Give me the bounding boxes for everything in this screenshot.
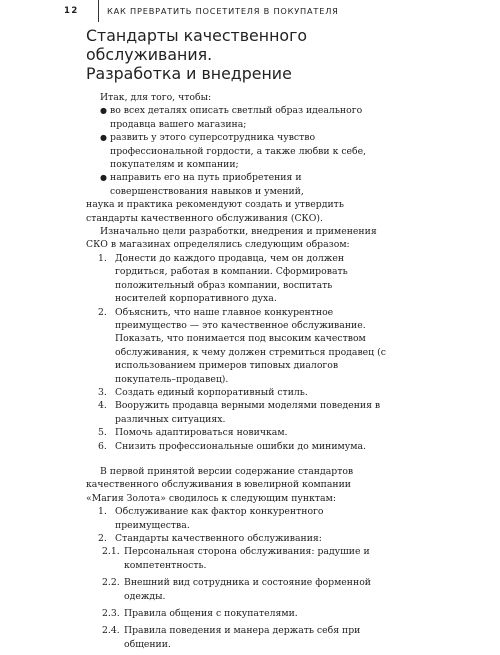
subpoint-number: 2.1. [102,546,120,558]
header-divider [98,0,99,22]
goal-text: Снизить профессиональные ошибки до минимума. [115,440,366,452]
paragraph-goals-intro: Изначально цели разработки, внедрения и применения СКО в магазинах определялись следующим образом: [86,226,377,251]
goal-item [98,426,386,439]
subpoint-text: Правила поведения и манера держать себя при общении. [124,625,361,650]
running-title: КАК ПРЕВРАТИТЬ ПОСЕТИТЕЛЯ В ПОКУПАТЕЛЯ [107,6,339,16]
subpoint-item [102,576,386,603]
subpoint-item [102,624,386,651]
section-title-line2: Разработка и внедрение [86,64,292,83]
goal-item [98,252,386,306]
goal-item [98,440,386,453]
goal-text: Создать единый корпоративный стиль. [115,386,308,398]
goal-text: Помочь адаптироваться новичкам. [115,427,288,439]
bullet-icon: ● [100,133,107,143]
goal-text: Донести до каждого продавца, чем он должен гордиться, работая в компании. Сформировать положительный образ компании, воспитать носителей корпоративного духа. [115,252,348,305]
page-content [86,26,386,655]
point-number: 1. [98,506,107,518]
points-list [86,505,386,545]
bullet-icon: ● [100,106,107,116]
subpoint-item [102,607,386,620]
section-title [86,26,386,83]
paragraph-conclusion: наука и практика рекомендуют создать и утвердить стандарты качественного обслуживания (СКО). [86,199,344,224]
point-number: 2. [98,533,107,544]
subpoint-number: 2.4. [102,625,120,637]
goals-list [86,252,386,453]
running-head [64,0,339,22]
bullet-text: во всех деталях описать светлый образ идеального продавца вашего магазина; [110,105,363,130]
goal-number: 2. [98,306,107,318]
point-item [98,532,386,545]
subpoint-number: 2.3. [102,608,120,620]
bullet-item [100,171,386,198]
section-title-line1: Стандарты качественного обслуживания. [86,26,308,64]
bullet-icon: ● [100,173,107,183]
subpoint-text: Персональная сторона обслуживания: радушие и компетентность. [124,546,370,571]
point-text: Стандарты качественного обслуживания: [115,533,322,544]
paragraph-first-version: В первой принятой версии содержание стандартов качественного обслуживания в ювелирной компании «Магия Золота» сводилось к следующим пунктам: [86,465,354,504]
point-text: Обслуживание как фактор конкурентного преимущества. [115,506,324,531]
bullet-text: направить его на путь приобретения и совершенствования навыков и умений, [110,172,304,197]
goal-text: Объяснить, что наше главное конкурентное преимущество — это качественное обслуживание. Показать, что понимается под высоким качеством обслуживания, к чему должен стремиться продавец (с использованием примеров типовых диалогов покупатель–продавец). [115,306,386,385]
bullet-item [100,131,386,171]
goal-item [98,399,386,426]
subpoint-number: 2.2. [102,577,120,589]
point-item [98,505,386,532]
intro-paragraph: Итак, для того, чтобы: [100,92,212,103]
subpoints-list [86,545,386,651]
page-number: 12 [64,6,79,16]
subpoint-item [102,545,386,572]
goal-item [98,306,386,386]
goal-item [98,386,386,399]
goal-number: 5. [98,427,107,439]
goal-number: 3. [98,386,107,398]
bullet-item [100,104,386,131]
bullet-list [86,104,386,198]
goal-number: 1. [98,252,107,264]
goal-number: 4. [98,400,107,412]
subpoint-text: Внешний вид сотрудника и состояние форменной одежды. [124,577,371,602]
subpoint-text: Правила общения с покупателями. [124,608,298,620]
goal-number: 6. [98,440,107,452]
goal-text: Вооружить продавца верными моделями поведения в различных ситуациях. [115,400,381,425]
bullet-text: развить у этого суперсотрудника чувство профессиональной гордости, а также любви к себе, покупателям и компании; [110,132,367,171]
